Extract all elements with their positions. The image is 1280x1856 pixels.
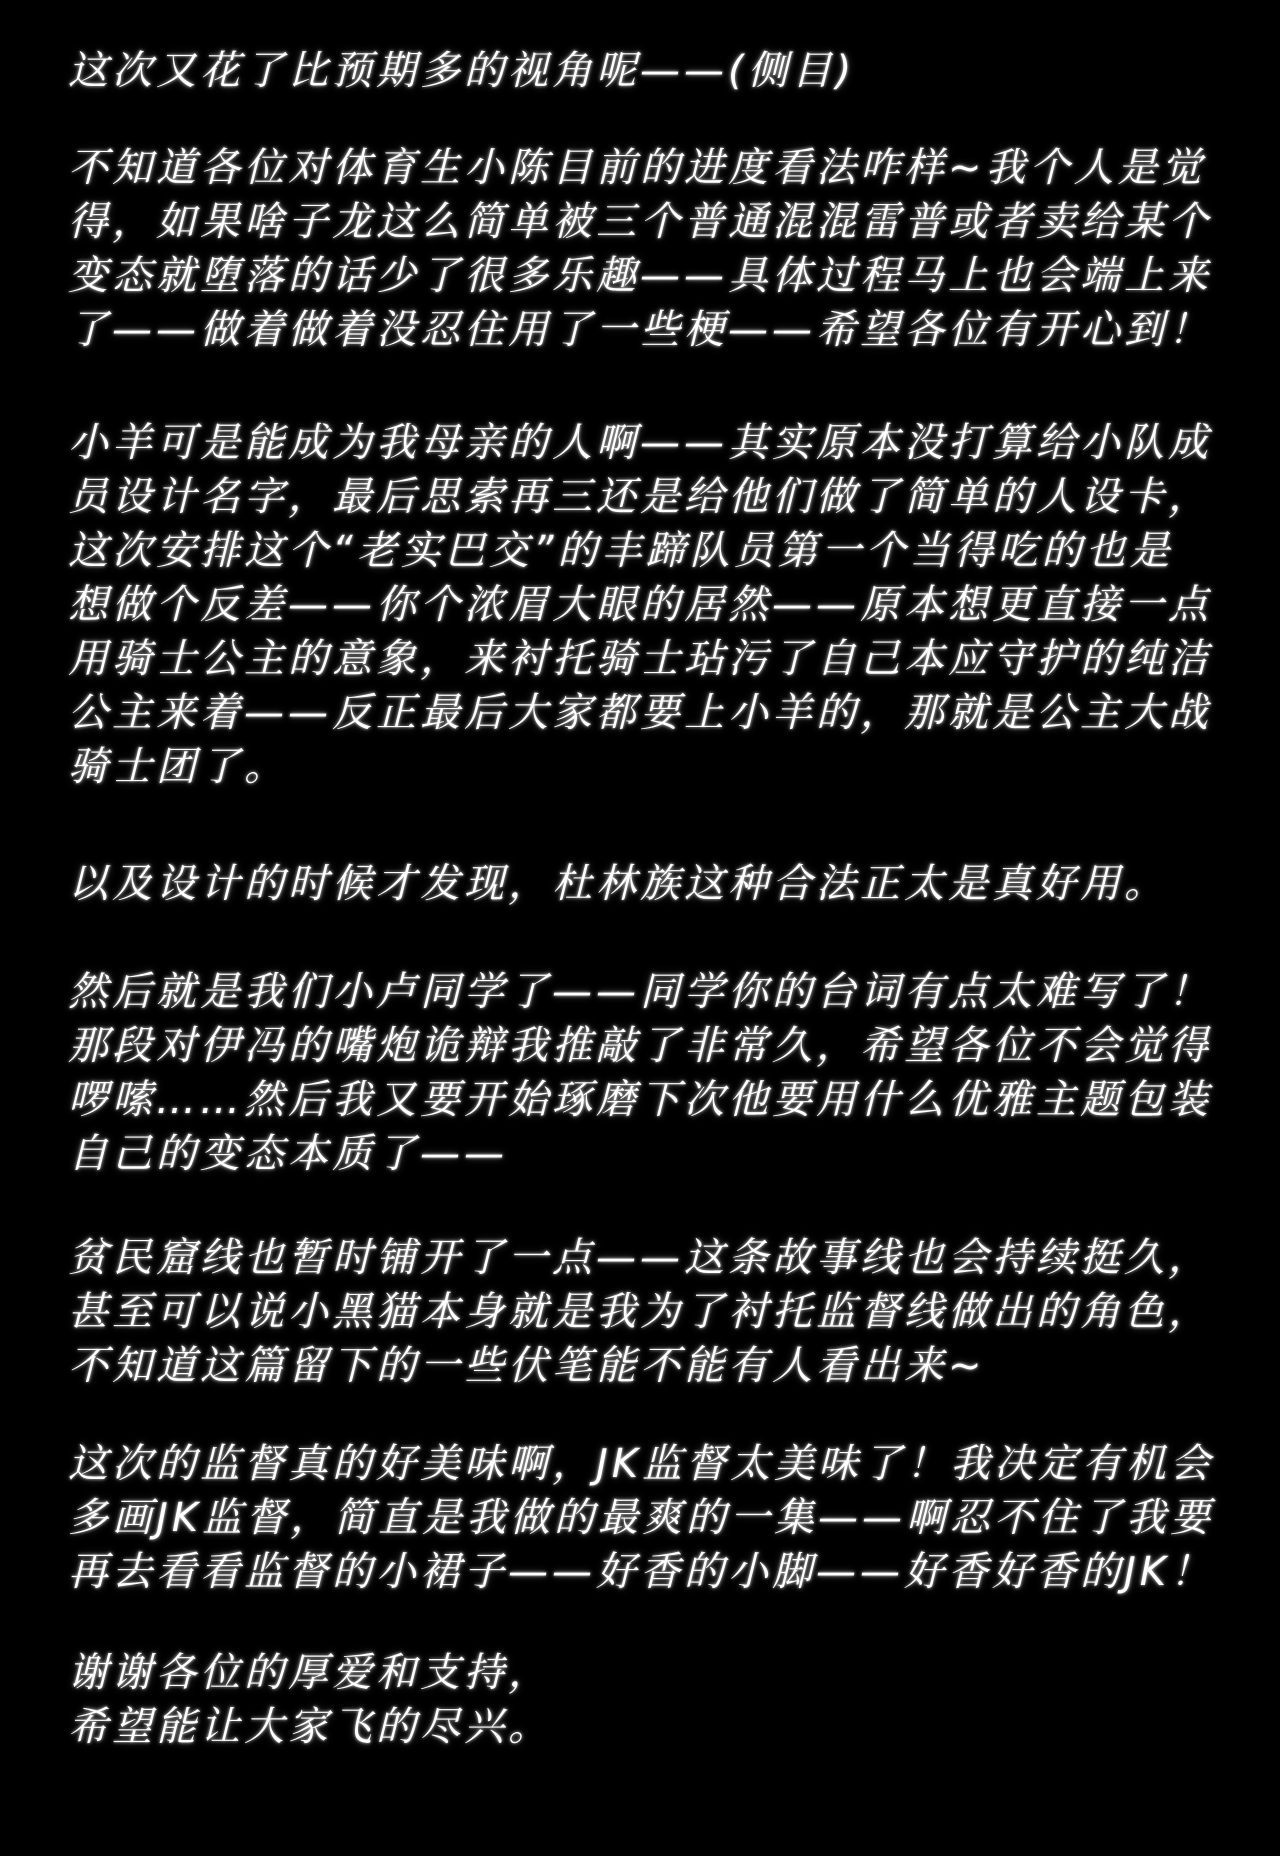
text-line: 甚至可以说小黑猫本身就是我为了衬托监督线做出的角色， (68, 1289, 1212, 1335)
text-line: 自己的变态本质了—— (68, 1131, 508, 1177)
text-line: 贫民窟线也暂时铺开了一点——这条故事线也会持续挺久， (68, 1235, 1212, 1281)
paragraph-8 (68, 1646, 1238, 1754)
text-line: 员设计名字，最后思索再三还是给他们做了简单的人设卡， (68, 474, 1212, 520)
text-line: 了——做着做着没忍住用了一些梗——希望各位有开心到！ (68, 307, 1212, 353)
text-line: 希望能让大家飞的尽兴。 (68, 1704, 552, 1750)
text-line: 这次安排这个“老实巴交”的丰蹄队员第一个当得吃的也是 (68, 528, 1174, 574)
paragraph-5 (68, 965, 1238, 1181)
paragraph-7 (68, 1437, 1238, 1599)
text-line: 这次的监督真的好美味啊，JK监督太美味了！我决定有机会 (68, 1441, 1215, 1487)
paragraph-1 (68, 44, 1238, 98)
text-line: 小羊可是能成为我母亲的人啊——其实原本没打算给小队成 (68, 420, 1212, 466)
text-line: 得，如果啥子龙这么简单被三个普通混混雷普或者卖给某个 (68, 199, 1212, 245)
text-line: 想做个反差——你个浓眉大眼的居然——原本想更直接一点 (68, 582, 1212, 628)
paragraph-2 (68, 141, 1238, 357)
text-line: 这次又花了比预期多的视角呢——(侧目) (68, 48, 856, 94)
text-line: 以及设计的时候才发现，杜林族这种合法正太是真好用。 (68, 861, 1168, 907)
paragraph-4 (68, 857, 1238, 911)
text-line: 公主来着——反正最后大家都要上小羊的，那就是公主大战 (68, 690, 1212, 736)
text-line: 不知道这篇留下的一些伏笔能不能有人看出来~ (68, 1343, 986, 1389)
text-line: 然后就是我们小卢同学了——同学你的台词有点太难写了！ (68, 969, 1212, 1015)
text-line: 不知道各位对体育生小陈目前的进度看法咋样~我个人是觉 (68, 145, 1206, 191)
text-line: 用骑士公主的意象，来衬托骑士玷污了自己本应守护的纯洁 (68, 636, 1212, 682)
text-line: 谢谢各位的厚爱和支持， (68, 1650, 552, 1696)
text-line: 骑士团了。 (68, 744, 288, 790)
text-line: 那段对伊冯的嘴炮诡辩我推敲了非常久，希望各位不会觉得 (68, 1023, 1212, 1069)
text-line: 多画JK监督，简直是我做的最爽的一集——啊忍不住了我要 (68, 1495, 1215, 1541)
paragraph-3 (68, 416, 1238, 794)
text-line: 再去看看监督的小裙子——好香的小脚——好香好香的JK！ (68, 1549, 1215, 1595)
text-line: 啰嗦……然后我又要开始琢磨下次他要用什么优雅主题包装 (68, 1077, 1212, 1123)
paragraph-6 (68, 1231, 1238, 1393)
text-line: 变态就堕落的话少了很多乐趣——具体过程马上也会端上来 (68, 253, 1212, 299)
